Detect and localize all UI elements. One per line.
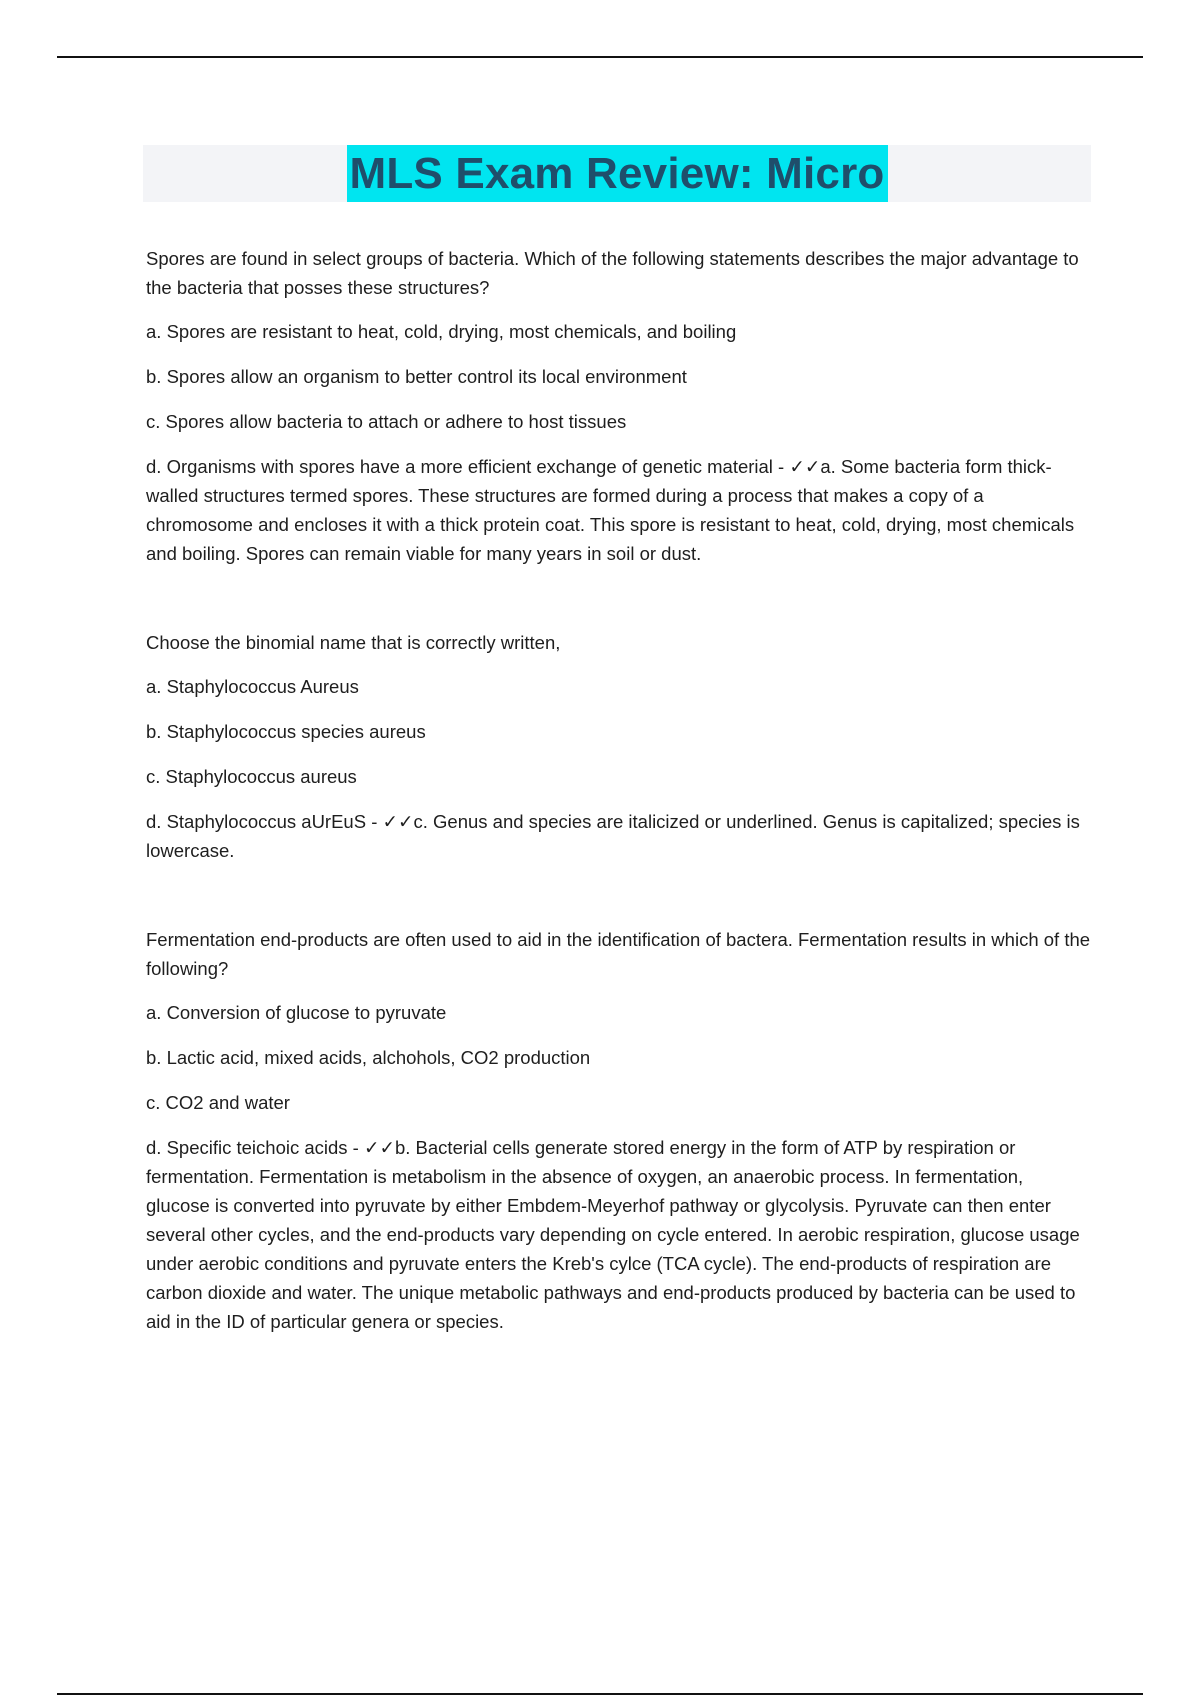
answer-option-d-with-rationale: d. Staphylococcus aUrEuS - ✓✓c. Genus and species are italicized or underlined. Genus is capitalized; species is lowercase.	[146, 811, 1080, 861]
answer-option-b: b. Spores allow an organism to better control its local environment	[146, 366, 687, 387]
question-prompt: Choose the binomial name that is correctly written,	[146, 632, 561, 653]
top-rule	[57, 56, 1143, 58]
answer-option-d-with-rationale: d. Organisms with spores have a more efficient exchange of genetic material - ✓✓a. Some bacteria form thick-walled structures termed spores. These structures are formed during a process that makes a copy of a chromosome and encloses it with a thick protein coat. This spore is resistant to heat, cold, drying, most chemicals and boiling. Spores can remain viable for many years in soil or dust.	[146, 456, 1075, 564]
question-prompt: Spores are found in select groups of bacteria. Which of the following statements describes the major advantage to the bacteria that posses these structures?	[146, 248, 1079, 298]
answer-option-c: c. Spores allow bacteria to attach or adhere to host tissues	[146, 411, 627, 432]
bottom-rule	[57, 1693, 1143, 1695]
answer-option-b: b. Staphylococcus species aureus	[146, 721, 426, 742]
question-block-1	[146, 244, 1092, 568]
answer-option-d-with-rationale: d. Specific teichoic acids - ✓✓b. Bacterial cells generate stored energy in the form of ATP by respiration or fermentation. Fermentation is metabolism in the absence of oxygen, an anaerobic process. In fermentation, glucose is converted into pyruvate by either Embdem-Meyerhof pathway or glycolysis. Pyruvate can then enter several other cycles, and the end-products vary depending on cycle entered. In aerobic respiration, glucose usage under aerobic conditions and pyruvate enters the Kreb's cylce (TCA cycle). The end-products of respiration are carbon dioxide and water. The unique metabolic pathways and end-products produced by bacteria can be used to aid in the ID of particular genera or species.	[146, 1137, 1080, 1332]
page-title: MLS Exam Review: Micro	[347, 145, 888, 202]
question-block-2	[146, 628, 1092, 865]
answer-option-c: c. CO2 and water	[146, 1092, 290, 1113]
answer-option-b: b. Lactic acid, mixed acids, alchohols, CO2 production	[146, 1047, 591, 1068]
answer-option-a: a. Conversion of glucose to pyruvate	[146, 1002, 447, 1023]
answer-option-a: a. Spores are resistant to heat, cold, drying, most chemicals, and boiling	[146, 321, 737, 342]
answer-option-c: c. Staphylococcus aureus	[146, 766, 357, 787]
answer-option-a: a. Staphylococcus Aureus	[146, 676, 359, 697]
document-body	[146, 244, 1092, 1396]
question-block-3	[146, 925, 1092, 1336]
title-band	[143, 145, 1091, 202]
question-prompt: Fermentation end-products are often used to aid in the identification of bactera. Fermentation results in which of the following?	[146, 929, 1091, 979]
